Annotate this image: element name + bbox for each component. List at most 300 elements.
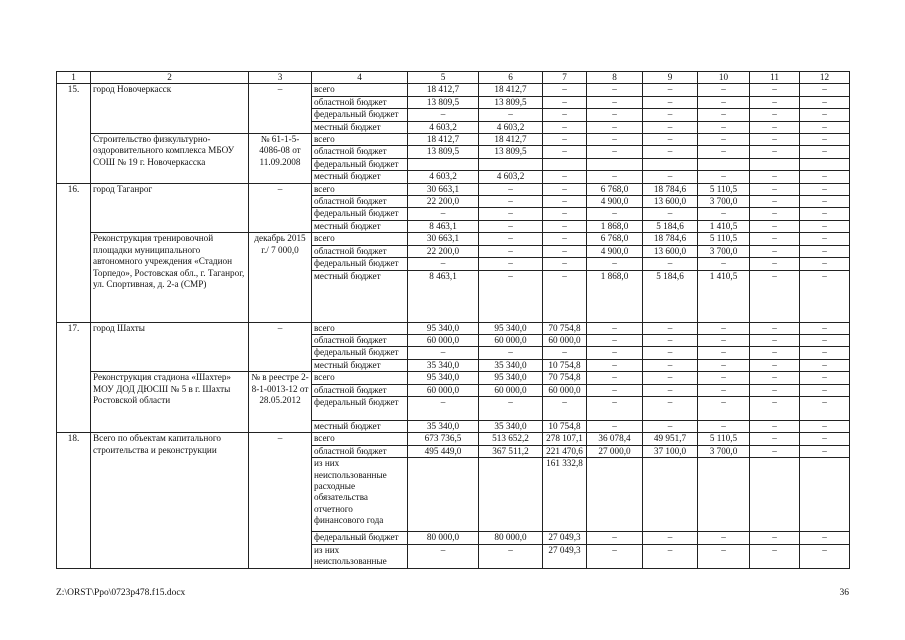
value-cell: –: [750, 372, 800, 384]
value-cell: –: [800, 359, 850, 371]
table-row: [57, 134, 850, 146]
value-cell: –: [800, 372, 850, 384]
value-cell: [800, 158, 850, 170]
source-cell: всего: [312, 322, 408, 334]
value-cell: –: [587, 359, 643, 371]
value-cell: –: [643, 396, 698, 420]
value-cell: –: [543, 258, 587, 270]
value-cell: 60 000,0: [408, 334, 479, 346]
value-cell: –: [587, 544, 643, 568]
value-cell: –: [643, 334, 698, 346]
value-cell: 4 900,0: [587, 196, 643, 208]
row-number-cell: 15.: [57, 84, 91, 183]
value-cell: 60 000,0: [543, 384, 587, 396]
value-cell: –: [408, 208, 479, 220]
table-row: [57, 183, 850, 195]
value-cell: [587, 158, 643, 170]
value-cell: –: [750, 396, 800, 420]
value-cell: 13 600,0: [643, 196, 698, 208]
source-cell: всего: [312, 233, 408, 245]
value-cell: –: [750, 208, 800, 220]
value-cell: 4 900,0: [587, 245, 643, 257]
value-cell: –: [698, 347, 750, 359]
value-cell: 30 663,1: [408, 233, 479, 245]
header-row: [57, 72, 850, 84]
value-cell: –: [587, 347, 643, 359]
value-cell: –: [587, 121, 643, 133]
value-cell: –: [408, 544, 479, 568]
value-cell: –: [408, 258, 479, 270]
value-cell: –: [750, 420, 800, 432]
value-cell: –: [643, 208, 698, 220]
value-cell: –: [408, 109, 479, 121]
value-cell: 18 412,7: [479, 134, 543, 146]
value-cell: –: [587, 384, 643, 396]
value-cell: –: [698, 420, 750, 432]
value-cell: [408, 458, 479, 532]
value-cell: 27 049,3: [543, 544, 587, 568]
value-cell: 3 700,0: [698, 245, 750, 257]
value-cell: 18 412,7: [408, 134, 479, 146]
value-cell: 18 412,7: [408, 84, 479, 96]
table-row: [57, 372, 850, 384]
value-cell: 35 340,0: [479, 359, 543, 371]
value-cell: 13 600,0: [643, 245, 698, 257]
value-cell: –: [643, 359, 698, 371]
source-cell: областной бюджет: [312, 245, 408, 257]
value-cell: –: [587, 208, 643, 220]
value-cell: –: [543, 171, 587, 183]
source-cell: местный бюджет: [312, 171, 408, 183]
value-cell: –: [543, 109, 587, 121]
value-cell: –: [698, 171, 750, 183]
value-cell: –: [698, 146, 750, 158]
header-cell: 10: [698, 72, 750, 84]
value-cell: –: [698, 109, 750, 121]
value-cell: 673 736,5: [408, 433, 479, 445]
value-cell: –: [750, 109, 800, 121]
value-cell: [698, 158, 750, 170]
value-cell: –: [698, 532, 750, 544]
value-cell: [698, 458, 750, 532]
value-cell: –: [543, 347, 587, 359]
source-cell: местный бюджет: [312, 121, 408, 133]
value-cell: [479, 458, 543, 532]
value-cell: 37 100,0: [643, 445, 698, 457]
table-row: [57, 322, 850, 334]
value-cell: –: [750, 183, 800, 195]
value-cell: –: [800, 420, 850, 432]
value-cell: 22 200,0: [408, 196, 479, 208]
value-cell: –: [800, 532, 850, 544]
value-cell: –: [408, 347, 479, 359]
value-cell: –: [587, 372, 643, 384]
value-cell: –: [750, 245, 800, 257]
value-cell: –: [750, 171, 800, 183]
source-cell: всего: [312, 84, 408, 96]
source-cell: местный бюджет: [312, 359, 408, 371]
value-cell: 1 868,0: [587, 220, 643, 232]
value-cell: 5 110,5: [698, 433, 750, 445]
value-cell: –: [643, 322, 698, 334]
value-cell: –: [750, 134, 800, 146]
document-ref-cell: декабрь 2015 г./ 7 000,0: [249, 233, 312, 322]
value-cell: –: [800, 134, 850, 146]
value-cell: –: [750, 334, 800, 346]
value-cell: –: [800, 233, 850, 245]
value-cell: 27 000,0: [587, 445, 643, 457]
value-cell: –: [698, 396, 750, 420]
value-cell: –: [479, 245, 543, 257]
source-cell: федеральный бюджет: [312, 109, 408, 121]
value-cell: 95 340,0: [408, 322, 479, 334]
source-cell: из них неиспользованные: [312, 544, 408, 568]
value-cell: –: [587, 84, 643, 96]
value-cell: –: [800, 146, 850, 158]
value-cell: –: [800, 183, 850, 195]
value-cell: –: [543, 146, 587, 158]
value-cell: –: [643, 146, 698, 158]
value-cell: –: [643, 258, 698, 270]
value-cell: –: [750, 544, 800, 568]
source-cell: областной бюджет: [312, 445, 408, 457]
value-cell: 6 768,0: [587, 233, 643, 245]
source-cell: федеральный бюджет: [312, 258, 408, 270]
value-cell: –: [543, 196, 587, 208]
source-cell: всего: [312, 134, 408, 146]
value-cell: –: [479, 208, 543, 220]
value-cell: [750, 158, 800, 170]
value-cell: –: [479, 220, 543, 232]
value-cell: 60 000,0: [408, 384, 479, 396]
value-cell: –: [800, 322, 850, 334]
value-cell: 18 784,6: [643, 183, 698, 195]
value-cell: –: [800, 245, 850, 257]
value-cell: –: [698, 384, 750, 396]
value-cell: –: [479, 544, 543, 568]
value-cell: –: [698, 96, 750, 108]
object-name-cell: город Шахты: [91, 322, 249, 372]
value-cell: –: [800, 220, 850, 232]
value-cell: 13 809,5: [479, 96, 543, 108]
value-cell: –: [750, 220, 800, 232]
value-cell: –: [543, 183, 587, 195]
value-cell: 1 410,5: [698, 220, 750, 232]
value-cell: –: [543, 245, 587, 257]
value-cell: –: [698, 134, 750, 146]
value-cell: –: [643, 372, 698, 384]
value-cell: –: [750, 146, 800, 158]
value-cell: –: [543, 270, 587, 322]
header-cell: 5: [408, 72, 479, 84]
value-cell: [543, 158, 587, 170]
value-cell: –: [750, 532, 800, 544]
value-cell: –: [479, 396, 543, 420]
value-cell: 10 754,8: [543, 359, 587, 371]
value-cell: 513 652,2: [479, 433, 543, 445]
value-cell: –: [750, 347, 800, 359]
document-ref-cell: –: [249, 433, 312, 568]
value-cell: –: [587, 96, 643, 108]
value-cell: 13 809,5: [408, 146, 479, 158]
value-cell: –: [543, 208, 587, 220]
document-ref-cell: –: [249, 322, 312, 372]
object-name-cell: город Таганрог: [91, 183, 249, 233]
table-row: [57, 84, 850, 96]
value-cell: 60 000,0: [543, 334, 587, 346]
value-cell: 95 340,0: [479, 372, 543, 384]
value-cell: –: [800, 347, 850, 359]
value-cell: 5 184,6: [643, 220, 698, 232]
value-cell: –: [408, 396, 479, 420]
value-cell: 10 754,8: [543, 420, 587, 432]
source-cell: местный бюджет: [312, 270, 408, 322]
value-cell: –: [800, 270, 850, 322]
value-cell: 35 340,0: [408, 359, 479, 371]
value-cell: 36 078,4: [587, 433, 643, 445]
value-cell: 3 700,0: [698, 196, 750, 208]
document-ref-cell: № в реестре 2-8-1-0013-12 от 28.05.2012: [249, 372, 312, 433]
value-cell: –: [643, 96, 698, 108]
value-cell: –: [800, 109, 850, 121]
value-cell: –: [800, 445, 850, 457]
value-cell: –: [543, 396, 587, 420]
value-cell: –: [750, 322, 800, 334]
header-cell: 1: [57, 72, 91, 84]
source-cell: всего: [312, 433, 408, 445]
value-cell: 278 107,1: [543, 433, 587, 445]
value-cell: –: [587, 171, 643, 183]
value-cell: –: [479, 183, 543, 195]
value-cell: –: [800, 433, 850, 445]
value-cell: 161 332,8: [543, 458, 587, 532]
value-cell: 4 603,2: [408, 121, 479, 133]
source-cell: областной бюджет: [312, 334, 408, 346]
value-cell: 70 754,8: [543, 372, 587, 384]
header-cell: 2: [91, 72, 249, 84]
source-cell: федеральный бюджет: [312, 532, 408, 544]
header-cell: 7: [543, 72, 587, 84]
value-cell: 18 784,6: [643, 233, 698, 245]
value-cell: –: [698, 372, 750, 384]
value-cell: [750, 458, 800, 532]
source-cell: из них неиспользованные расходные обязательства отчетного финансового года: [312, 458, 408, 532]
value-cell: 495 449,0: [408, 445, 479, 457]
value-cell: –: [479, 347, 543, 359]
value-cell: –: [800, 334, 850, 346]
document-path: Z:\ORST\Ppo\0723p478.f15.docx: [56, 588, 186, 598]
value-cell: 5 110,5: [698, 183, 750, 195]
value-cell: 6 768,0: [587, 183, 643, 195]
value-cell: 1 410,5: [698, 270, 750, 322]
value-cell: –: [587, 396, 643, 420]
value-cell: 80 000,0: [479, 532, 543, 544]
value-cell: 4 603,2: [479, 171, 543, 183]
value-cell: 221 470,6: [543, 445, 587, 457]
row-number-cell: 16.: [57, 183, 91, 322]
value-cell: 60 000,0: [479, 384, 543, 396]
value-cell: –: [587, 532, 643, 544]
value-cell: 5 110,5: [698, 233, 750, 245]
value-cell: –: [750, 270, 800, 322]
row-number-cell: 17.: [57, 322, 91, 433]
source-cell: федеральный бюджет: [312, 347, 408, 359]
value-cell: –: [800, 544, 850, 568]
value-cell: –: [587, 134, 643, 146]
value-cell: –: [587, 334, 643, 346]
value-cell: –: [643, 109, 698, 121]
value-cell: –: [800, 121, 850, 133]
header-cell: 8: [587, 72, 643, 84]
value-cell: –: [800, 258, 850, 270]
header-cell: 3: [249, 72, 312, 84]
value-cell: 80 000,0: [408, 532, 479, 544]
budget-table: [56, 71, 850, 569]
value-cell: –: [543, 121, 587, 133]
value-cell: –: [698, 334, 750, 346]
value-cell: –: [643, 420, 698, 432]
object-name-cell: Реконструкция стадиона «Шахтер» МОУ ДОД ДЮСШ № 5 в г. Шахты Ростовской области: [91, 372, 249, 433]
source-cell: областной бюджет: [312, 384, 408, 396]
value-cell: 8 463,1: [408, 220, 479, 232]
value-cell: –: [800, 208, 850, 220]
value-cell: –: [643, 384, 698, 396]
value-cell: –: [543, 96, 587, 108]
document-ref-cell: –: [249, 183, 312, 233]
header-cell: 4: [312, 72, 408, 84]
value-cell: –: [800, 196, 850, 208]
value-cell: 8 463,1: [408, 270, 479, 322]
value-cell: 27 049,3: [543, 532, 587, 544]
value-cell: –: [750, 96, 800, 108]
value-cell: –: [800, 171, 850, 183]
value-cell: –: [643, 134, 698, 146]
table-row: [57, 433, 850, 445]
value-cell: –: [587, 322, 643, 334]
value-cell: 367 511,2: [479, 445, 543, 457]
header-cell: 9: [643, 72, 698, 84]
value-cell: –: [750, 359, 800, 371]
header-cell: 6: [479, 72, 543, 84]
value-cell: –: [800, 96, 850, 108]
header-cell: 11: [750, 72, 800, 84]
table-row: [57, 233, 850, 245]
source-cell: всего: [312, 372, 408, 384]
value-cell: [643, 458, 698, 532]
value-cell: –: [698, 359, 750, 371]
value-cell: [587, 458, 643, 532]
value-cell: 4 603,2: [479, 121, 543, 133]
value-cell: –: [800, 396, 850, 420]
value-cell: 35 340,0: [479, 420, 543, 432]
value-cell: –: [698, 84, 750, 96]
value-cell: –: [479, 258, 543, 270]
document-ref-cell: –: [249, 84, 312, 134]
value-cell: –: [479, 109, 543, 121]
source-cell: областной бюджет: [312, 146, 408, 158]
value-cell: 70 754,8: [543, 322, 587, 334]
value-cell: –: [750, 433, 800, 445]
value-cell: –: [543, 220, 587, 232]
value-cell: 5 184,6: [643, 270, 698, 322]
value-cell: [479, 158, 543, 170]
value-cell: [408, 158, 479, 170]
value-cell: 30 663,1: [408, 183, 479, 195]
value-cell: –: [479, 270, 543, 322]
value-cell: 18 412,7: [479, 84, 543, 96]
value-cell: –: [587, 146, 643, 158]
object-name-cell: Реконструкция тренировочной площадки муниципального автономного учреждения «Стадион Торпедо», Ростовская обл., г. Таганрог, ул. Спортивная, д. 2-а (СМР): [91, 233, 249, 322]
value-cell: –: [543, 134, 587, 146]
value-cell: –: [643, 171, 698, 183]
value-cell: [643, 158, 698, 170]
source-cell: областной бюджет: [312, 96, 408, 108]
value-cell: –: [587, 109, 643, 121]
source-cell: федеральный бюджет: [312, 396, 408, 420]
value-cell: 60 000,0: [479, 334, 543, 346]
value-cell: 1 868,0: [587, 270, 643, 322]
value-cell: –: [698, 544, 750, 568]
value-cell: –: [750, 445, 800, 457]
value-cell: –: [800, 384, 850, 396]
value-cell: 95 340,0: [408, 372, 479, 384]
value-cell: –: [698, 322, 750, 334]
source-cell: федеральный бюджет: [312, 208, 408, 220]
value-cell: –: [643, 84, 698, 96]
value-cell: –: [543, 84, 587, 96]
value-cell: –: [750, 258, 800, 270]
source-cell: всего: [312, 183, 408, 195]
value-cell: –: [750, 384, 800, 396]
value-cell: 35 340,0: [408, 420, 479, 432]
object-name-cell: Всего по объектам капитального строительства и реконструкции: [91, 433, 249, 568]
source-cell: местный бюджет: [312, 420, 408, 432]
value-cell: –: [643, 532, 698, 544]
value-cell: –: [479, 196, 543, 208]
value-cell: –: [543, 233, 587, 245]
value-cell: –: [750, 84, 800, 96]
value-cell: 95 340,0: [479, 322, 543, 334]
value-cell: –: [479, 233, 543, 245]
header-cell: 12: [800, 72, 850, 84]
source-cell: федеральный бюджет: [312, 158, 408, 170]
value-cell: 22 200,0: [408, 245, 479, 257]
value-cell: –: [587, 420, 643, 432]
value-cell: –: [698, 208, 750, 220]
value-cell: –: [643, 347, 698, 359]
source-cell: областной бюджет: [312, 196, 408, 208]
value-cell: –: [750, 121, 800, 133]
value-cell: –: [750, 196, 800, 208]
source-cell: местный бюджет: [312, 220, 408, 232]
object-name-cell: город Новочеркасск: [91, 84, 249, 134]
value-cell: 13 809,5: [479, 146, 543, 158]
value-cell: 4 603,2: [408, 171, 479, 183]
value-cell: –: [587, 258, 643, 270]
row-number-cell: 18.: [57, 433, 91, 568]
value-cell: –: [698, 258, 750, 270]
value-cell: –: [750, 233, 800, 245]
object-name-cell: Строительство физкультурно-оздоровительного комплекса МБОУ СОШ № 19 г. Новочеркасска: [91, 134, 249, 184]
document-ref-cell: № 61-1-5-4086-08 от 11.09.2008: [249, 134, 312, 184]
value-cell: –: [643, 121, 698, 133]
value-cell: [800, 458, 850, 532]
value-cell: 49 951,7: [643, 433, 698, 445]
page-number: 36: [839, 588, 849, 598]
value-cell: –: [698, 121, 750, 133]
value-cell: –: [643, 544, 698, 568]
value-cell: 13 809,5: [408, 96, 479, 108]
